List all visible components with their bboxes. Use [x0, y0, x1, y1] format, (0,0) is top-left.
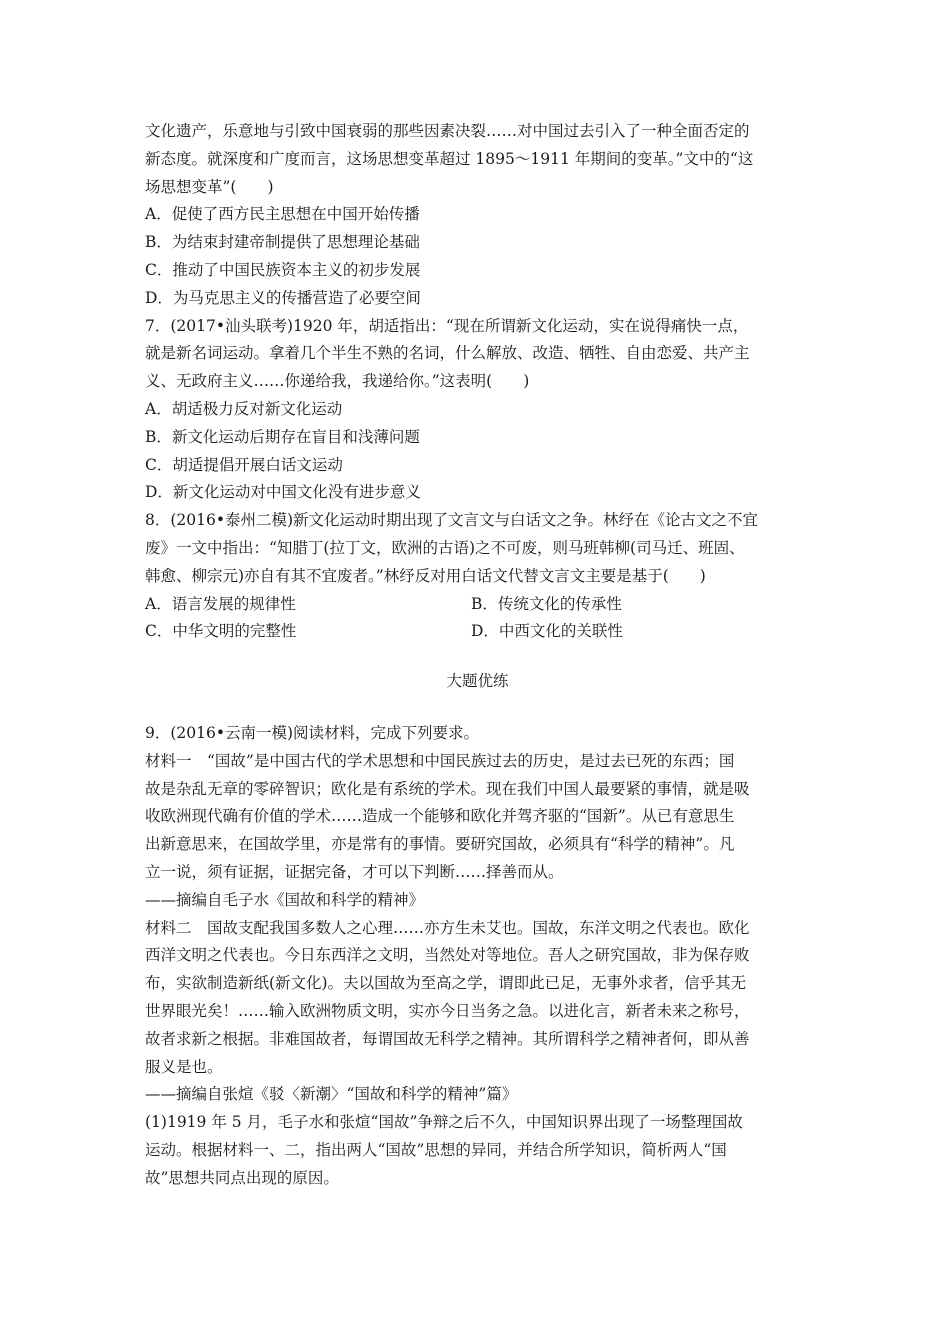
question-8 [145, 507, 810, 646]
q8-options-row-2 [145, 618, 810, 646]
q6-option-b: B．为结束封建帝制提供了思想理论基础 [145, 233, 420, 252]
q9-line-12: 故者求新之根据。非难国故者，每谓国故无科学之精神。其所谓科学之精神者何，即从善 [145, 1029, 750, 1048]
section-title: 大题优练 [446, 672, 509, 691]
q9-line-9: 西洋文明之代表也。今日东西洋之文明，当然处对等地位。吾人之研究国故，非为保存败 [145, 946, 750, 965]
q8-option-a: A．语言发展的规律性 [145, 594, 296, 613]
q6-stem-line-3: 场思想变革”( ) [145, 177, 274, 196]
q8-option-c: C．中华文明的完整性 [145, 622, 297, 641]
q6-option-d: D．为马克思主义的传播营造了必要空间 [145, 288, 421, 307]
q7-stem-line-2: 就是新名词运动。拿着几个半生不熟的名词，什么解放、改造、牺牲、自由恋爱、共产主 [145, 344, 750, 363]
q8-options-row-1 [145, 591, 810, 619]
q9-line-4: 收欧洲现代确有价值的学术……造成一个能够和欧化并驾齐驱的“国新”。从已有意思生 [145, 807, 735, 826]
q8-stem-line-2: 废》一文中指出：“知腊丁(拉丁文，欧洲的古语)之不可废，则马班韩柳(司马迁、班固、 [145, 538, 745, 557]
q9-line-1: 9．(2016•云南一模)阅读材料，完成下列要求。 [145, 723, 480, 742]
q8-option-b: B．传统文化的传承性 [471, 594, 622, 613]
q7-option-c: C．胡适提倡开展白话文运动 [145, 455, 343, 474]
q6-option-c: C．推动了中国民族资本主义的初步发展 [145, 260, 421, 279]
q9-line-6: 立一说，须有证据，证据完备，才可以下判断……择善而从。 [145, 862, 564, 881]
q7-stem-line-3: 义、无政府主义……你递给我，我递给你。”这表明( ) [145, 372, 530, 391]
q9-sub1-line-1: (1)1919 年 5 月，毛子水和张煊“国故”争辩之后不久，中国知识界出现了一场整理国故 [145, 1113, 743, 1132]
q6-stem-line-2: 新态度。就深度和广度而言，这场思想变革超过 1895～1911 年期间的变革。”文中的“这 [145, 149, 754, 168]
q7-option-d: D．新文化运动对中国文化没有进步意义 [145, 483, 421, 502]
question-6 [145, 118, 810, 313]
q7-option-b: B．新文化运动后期存在盲目和浅薄问题 [145, 427, 420, 446]
q6-option-a: A．促使了西方民主思想在中国开始传播 [145, 205, 420, 224]
q9-line-5: 出新意思来，在国故学里，亦是常有的事情。要研究国故，必须具有“科学的精神”。凡 [145, 835, 735, 854]
document-page [145, 118, 810, 1192]
q8-stem-line-3: 韩愈、柳宗元)亦自有其不宜废者。”林纾反对用白话文代替文言文主要是基于( ) [145, 566, 706, 585]
q8-option-d: D．中西文化的关联性 [471, 622, 623, 641]
question-7 [145, 313, 810, 508]
q9-source-2: ——摘编自张煊《驳〈新潮〉“国故和科学的精神”篇》 [145, 1085, 518, 1104]
q9-sub1-line-3: 故”思想共同点出现的原因。 [145, 1168, 339, 1187]
q9-line-2: 材料一 “国故”是中国古代的学术思想和中国民族过去的历史，是过去已死的东西；国 [145, 751, 735, 770]
question-9 [145, 720, 810, 1193]
q9-source-1: ——摘编自毛子水《国故和科学的精神》 [145, 890, 425, 909]
q9-line-8: 材料二 国故支配我国多数人之心理……亦方生未艾也。国故，东洋文明之代表也。欧化 [145, 918, 750, 937]
q9-line-11: 世界眼光矣！……输入欧洲物质文明，实亦今日当务之急。以进化言，新者未来之称号， [145, 1001, 750, 1020]
q9-sub1-line-2: 运动。根据材料一、二，指出两人“国故”思想的异同，并结合所学知识，简析两人“国 [145, 1140, 727, 1159]
q9-line-10: 布，实欲制造新纸(新文化)。夫以国故为至高之学，谓即此已足，无事外求者，信乎其无 [145, 974, 747, 993]
q6-stem-line-1: 文化遗产，乐意地与引致中国衰弱的那些因素决裂……对中国过去引入了一种全面否定的 [145, 122, 750, 140]
q9-line-3: 故是杂乱无章的零碎智识；欧化是有系统的学术。现在我们中国人最要紧的事情，就是吸 [145, 779, 750, 798]
q7-stem-line-1: 7．(2017•汕头联考)1920 年，胡适指出：“现在所谓新文化运动，实在说得痛快一点， [145, 316, 749, 335]
q8-stem-line-1: 8．(2016•泰州二模)新文化运动时期出现了文言文与白话文之争。林纾在《论古文之不宜 [145, 511, 759, 530]
q9-line-13: 服义是也。 [145, 1057, 223, 1076]
q7-option-a: A．胡适极力反对新文化运动 [145, 399, 343, 418]
